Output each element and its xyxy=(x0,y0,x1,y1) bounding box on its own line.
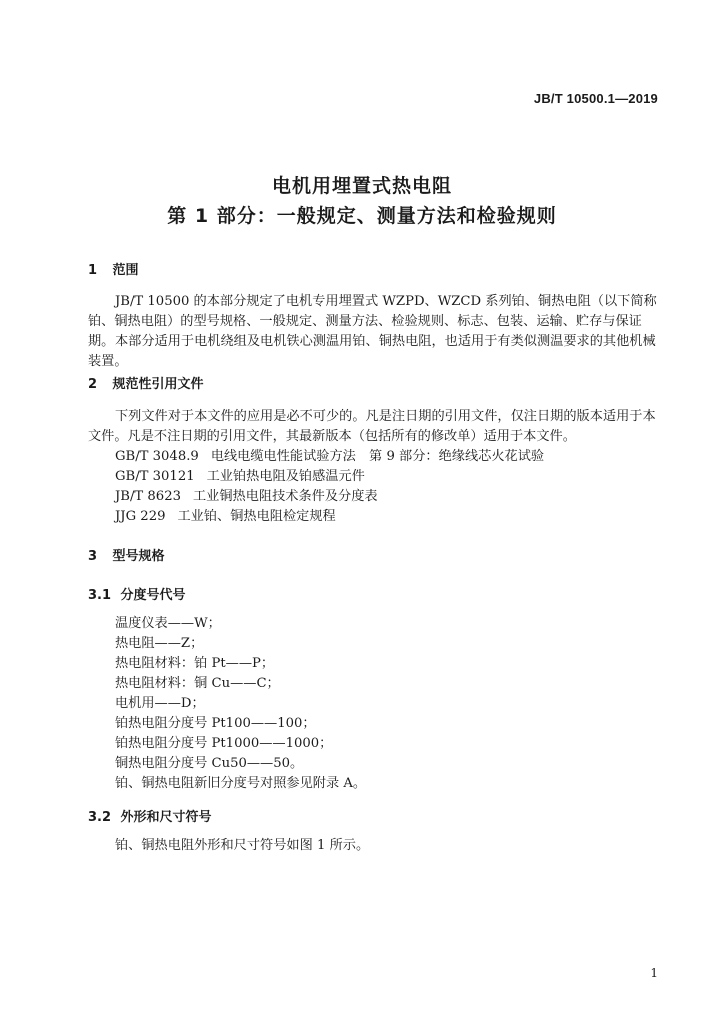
section-title: 分度号代号 xyxy=(120,588,186,603)
reference-code: JB/T 8623 xyxy=(115,489,181,504)
section-3-1-heading xyxy=(88,584,186,603)
reference-title: 工业铂热电阻及铂感温元件 xyxy=(206,469,365,484)
reference-title: 工业铜热电阻技术条件及分度表 xyxy=(192,489,378,504)
document-title-line1: 电机用埋置式热电阻 xyxy=(271,175,452,197)
reference-title: 电线电缆电性能试验方法 第 9 部分：绝缘线芯火花试验 xyxy=(210,449,545,464)
reference-title: 工业铂、铜热电阻检定规程 xyxy=(177,509,336,524)
section-3-2-heading xyxy=(88,806,212,825)
section-title: 外形和尺寸符号 xyxy=(120,810,212,825)
reference-item xyxy=(115,447,544,467)
section-3-heading xyxy=(88,545,165,564)
section-1-heading xyxy=(88,259,139,278)
reference-code: GB/T 30121 xyxy=(115,469,195,484)
paragraph-text: JB/T 10500 的本部分规定了电机专用埋置式 WZPD、WZCD 系列铂、铜热电阻（以下简称铂、铜热电阻）的型号规格、一般规定、测量方法、检验规则、标志、包装、运输、贮存与保证期。 xyxy=(88,294,657,349)
code-line: 热电阻材料：铜 Cu——C； xyxy=(115,676,280,691)
code-line: 铂、铜热电阻新旧分度号对照参见附录 A。 xyxy=(115,776,367,791)
paragraph-text: 本部分适用于电机绕组及电机铁心测温用铂、铜热电阻，也适用于有类似测温要求的其他机械装置。 xyxy=(88,334,656,369)
section-number: 2 xyxy=(88,377,98,392)
section-2-paragraph-1 xyxy=(88,407,660,447)
section-number: 3.2 xyxy=(88,810,112,825)
page-number: 1 xyxy=(650,966,658,980)
paragraph-text: 下列文件对于本文件的应用是必不可少的。凡是注日期的引用文件，仅注日期的版本适用于本文件。凡是不注日期的引用文件，其最新版本（包括所有的修改单）适用于本文件。 xyxy=(88,409,656,444)
code-line: 热电阻材料：铂 Pt——P； xyxy=(115,656,275,671)
section-number: 1 xyxy=(88,263,98,278)
code-line: 热电阻——Z； xyxy=(115,636,204,651)
code-line: 铂热电阻分度号 Pt1000——1000； xyxy=(115,736,333,751)
reference-item xyxy=(115,487,378,507)
code-line: 温度仪表——W； xyxy=(115,616,221,631)
section-title: 规范性引用文件 xyxy=(112,377,204,392)
code-line: 电机用——D； xyxy=(115,696,205,711)
section-3-2-paragraph: 铂、铜热电阻外形和尺寸符号如图 1 所示。 xyxy=(115,838,370,853)
code-line: 铂热电阻分度号 Pt100——100； xyxy=(115,716,316,731)
section-title: 范围 xyxy=(112,263,139,278)
section-number: 3 xyxy=(88,549,98,564)
section-title: 型号规格 xyxy=(112,549,165,564)
code-line: 铜热电阻分度号 Cu50——50。 xyxy=(115,756,304,771)
standard-code: JB/T 10500.1—2019 xyxy=(533,91,658,106)
reference-code: GB/T 3048.9 xyxy=(115,449,199,464)
document-title-line2: 第 1 部分：一般规定、测量方法和检验规则 xyxy=(167,205,557,227)
reference-item xyxy=(115,507,336,527)
reference-item xyxy=(115,467,365,487)
section-1-paragraph-2 xyxy=(88,332,660,372)
section-2-heading xyxy=(88,373,204,392)
section-number: 3.1 xyxy=(88,588,112,603)
reference-code: JJG 229 xyxy=(115,509,166,524)
